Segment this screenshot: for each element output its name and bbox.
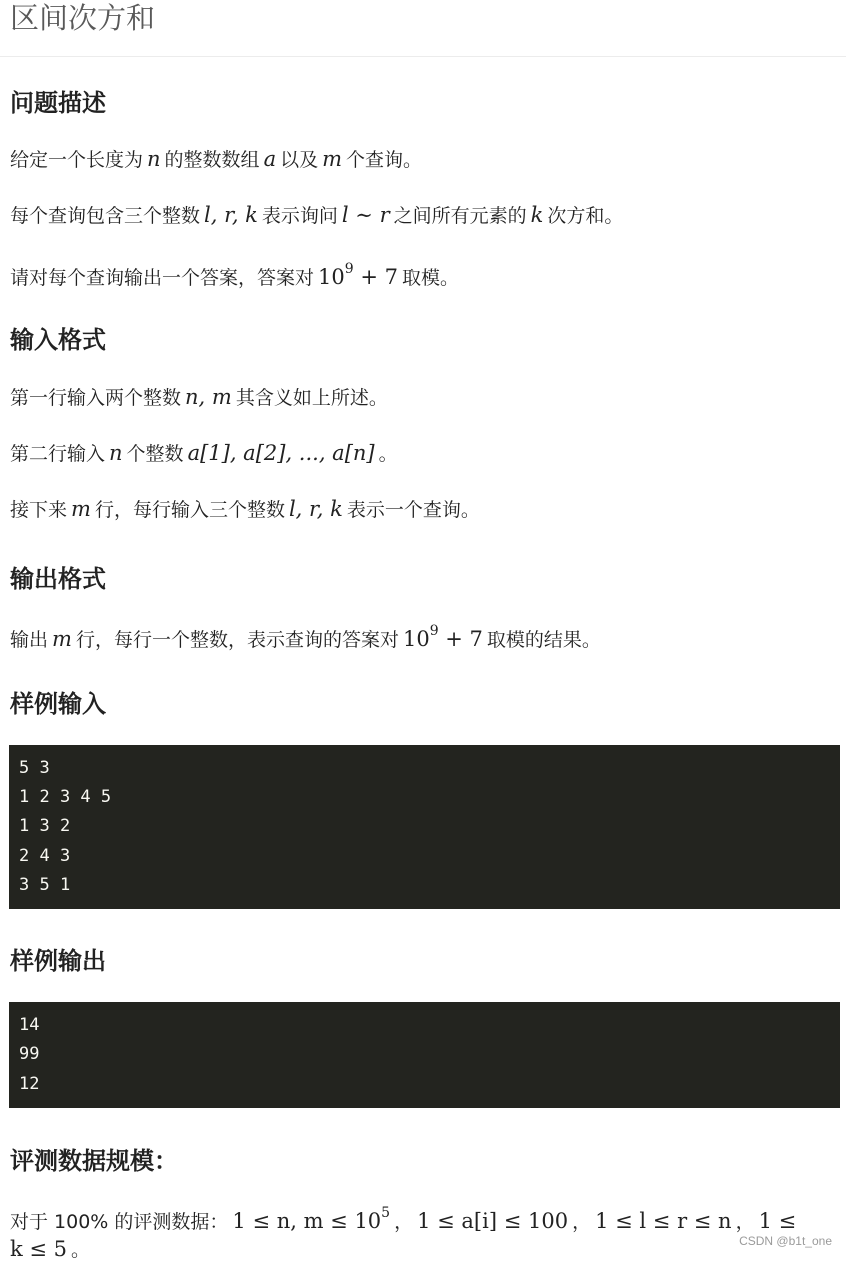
- math-var: m: [322, 147, 343, 171]
- text: 接下来: [10, 499, 68, 521]
- input-line-2: [10, 438, 398, 468]
- input-format-heading: 输入格式: [10, 326, 106, 354]
- code-line: 12: [19, 1074, 40, 1094]
- code-line: 3 5 1: [19, 875, 71, 895]
- modulus-expr: [318, 261, 398, 289]
- math-var: n: [109, 441, 123, 465]
- constraints-heading: 评测数据规模：: [10, 1147, 178, 1175]
- text: 对于 100% 的评测数据：: [10, 1211, 229, 1233]
- text: 请对每个查询输出一个答案，答案对: [10, 267, 315, 289]
- math-var: l, r, k: [288, 497, 343, 521]
- math-var: a: [263, 147, 277, 171]
- constraint-nm-body: 1 ≤ n, m ≤ 10: [232, 1209, 382, 1233]
- text: 表示询问: [261, 205, 338, 227]
- math-var: n: [147, 147, 161, 171]
- problem-line-3: [10, 257, 459, 287]
- constraint-k-start: 1 ≤: [758, 1209, 797, 1233]
- math-var: k: [530, 203, 544, 227]
- modulus-base: 10: [402, 627, 430, 651]
- constraint-k-end: k ≤ 5: [10, 1237, 68, 1261]
- title-divider: [0, 56, 846, 57]
- code-line: 5 3: [19, 758, 50, 778]
- separator: ，: [394, 1211, 414, 1233]
- code-line: 1 2 3 4 5: [19, 787, 112, 807]
- sample-output-code-block: [9, 1002, 840, 1108]
- text: 第一行输入两个整数: [10, 387, 182, 409]
- text: 表示一个查询。: [346, 499, 480, 521]
- sample-input-heading: 样例输入: [10, 690, 106, 718]
- input-line-1: [10, 382, 388, 412]
- text: 个整数: [126, 443, 184, 465]
- math-var: n, m: [185, 385, 232, 409]
- modulus-expr: [402, 623, 483, 651]
- text: 取模。: [401, 267, 459, 289]
- text: 取模的结果。: [486, 629, 601, 651]
- code-line: 99: [19, 1044, 40, 1064]
- constraints-line-1: [10, 1201, 800, 1231]
- output-format-heading: 输出格式: [10, 565, 106, 593]
- problem-line-2: [10, 200, 623, 230]
- math-var: m: [52, 627, 72, 651]
- text: 输出: [10, 629, 49, 651]
- modulus-exponent: 9: [429, 623, 439, 639]
- text: 次方和。: [547, 205, 624, 227]
- text: 每个查询包含三个整数: [10, 205, 201, 227]
- text: 行，每行一个整数，表示查询的答案对: [75, 629, 399, 651]
- output-line-1: [10, 619, 601, 649]
- separator: ，: [735, 1211, 755, 1233]
- code-line: 1 3 2: [19, 816, 71, 836]
- constraint-nm-exponent: 5: [381, 1205, 391, 1221]
- text: 其含义如上所述。: [235, 387, 388, 409]
- code-line: 2 4 3: [19, 846, 71, 866]
- separator: ，: [572, 1211, 592, 1233]
- modulus-exponent: 9: [344, 261, 354, 277]
- text: 。: [378, 443, 398, 465]
- modulus-tail: + 7: [438, 627, 483, 651]
- text: 行，每行输入三个整数: [94, 499, 285, 521]
- text: 给定一个长度为: [10, 149, 144, 171]
- input-line-3: [10, 494, 480, 524]
- math-var: m: [71, 497, 91, 521]
- page-title: 区间次方和: [10, 1, 156, 35]
- problem-line-1: [10, 144, 422, 174]
- text: 以及: [280, 149, 319, 171]
- constraints-line-2: [10, 1234, 90, 1264]
- text: 的整数数组: [164, 149, 260, 171]
- watermark: CSDN @b1t_one: [739, 1234, 832, 1248]
- math-expr: a[1], a[2], ..., a[n]: [187, 441, 375, 465]
- text: 。: [71, 1239, 91, 1261]
- problem-heading: 问题描述: [10, 89, 106, 117]
- text: 个查询。: [346, 149, 423, 171]
- constraint-ai: 1 ≤ a[i] ≤ 100: [417, 1209, 569, 1233]
- math-var: l, r, k: [204, 203, 258, 227]
- modulus-tail: + 7: [353, 265, 398, 289]
- modulus-base: 10: [318, 265, 345, 289]
- constraint-nm: [232, 1205, 391, 1233]
- math-expr: l ∼ r: [341, 203, 390, 227]
- sample-output-heading: 样例输出: [10, 947, 106, 975]
- constraint-lr: 1 ≤ l ≤ r ≤ n: [595, 1209, 732, 1233]
- text: 第二行输入: [10, 443, 106, 465]
- code-line: 14: [19, 1015, 40, 1035]
- sample-input-code-block: [9, 745, 840, 909]
- text: 之间所有元素的: [393, 205, 527, 227]
